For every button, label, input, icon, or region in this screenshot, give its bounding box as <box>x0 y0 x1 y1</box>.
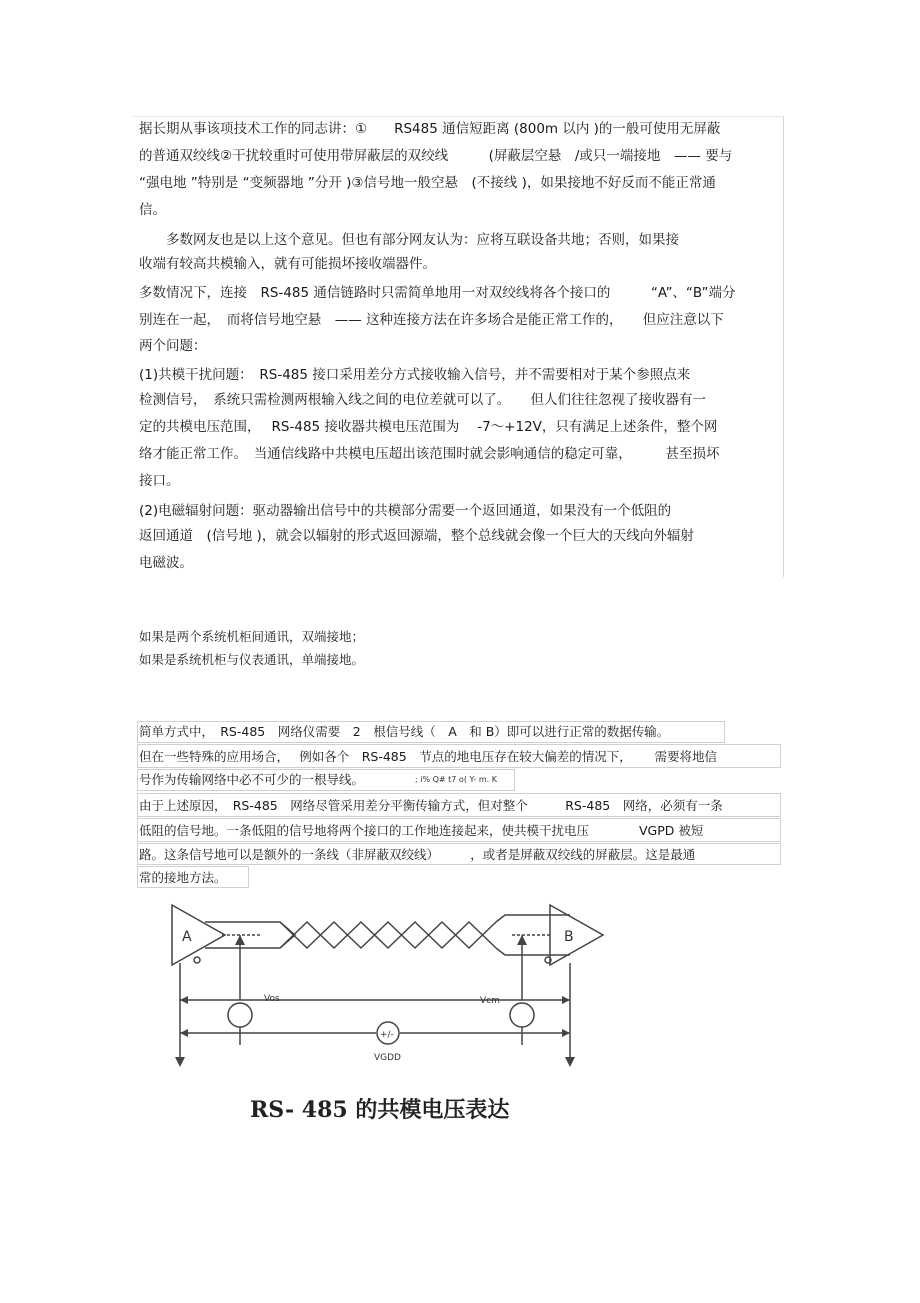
s1-line-16: 电磁波。 <box>139 555 193 571</box>
receiver-input-top <box>496 915 570 922</box>
ref-arrow-right <box>562 996 570 1004</box>
ground-arrow-left <box>175 1057 185 1067</box>
s1-line-1: 的普通双绞线②干扰较重时可使用带屏蔽层的双绞线 (屏蔽层空悬 /或只一端接地 —— 要与 <box>139 148 733 164</box>
s3-line-5: 路。这条信号地可以是额外的一条线（非屏蔽双绞线） ，或者是屏蔽双绞线的屏蔽层。这是最通 <box>139 847 696 862</box>
s1-line-5: 收端有较高共模输入，就有可能损坏接收端器件。 <box>139 256 436 272</box>
s3-line-0: 简单方式中， RS-485 网络仪需要 2 根信号线（ A 和 B）即可以进行正常的数据传输。 <box>139 724 670 739</box>
s1-line-2: “强电地 ”特别是 “变频器地 ”分开 )③信号地一般空悬 (不接线 )，如果接地不好反而不能正常通 <box>139 175 716 191</box>
driver-a-triangle <box>172 905 225 965</box>
s3-line-4: 低阻的信号地。一条低阻的信号地将两个接口的工作地连接起来，使共模干扰电压 VGPD 被短 <box>139 823 704 838</box>
s1-line-13: 接口。 <box>139 473 180 489</box>
vcm-arrow <box>517 935 527 945</box>
s3-line-1: 但在一些特殊的应用场合， 例如各个 RS-485 节点的地电压存在较大偏差的情况下， 需要将地信 <box>139 749 717 764</box>
label-vos: Vos <box>264 994 280 1004</box>
label-vcm: Vcm <box>480 996 500 1006</box>
driver-a-bubble <box>194 957 200 963</box>
twisted-wire-2 <box>280 922 496 948</box>
s1-line-4: 多数网友也是以上这个意见。但也有部分网友认为：应将互联设备共地；否则，如果接 <box>139 232 679 248</box>
label-vgpd: VGDD <box>374 1053 401 1063</box>
s1-line-10: 检测信号， 系统只需检测两根输入线之间的电位差就可以了。 但人们往往忽视了接收器有一 <box>139 392 706 408</box>
vgpd-arrow-right <box>562 1029 570 1037</box>
s3-line-6: 常的接地方法。 <box>139 870 227 885</box>
ground-arrow-right <box>565 1057 575 1067</box>
s1-line-9: (1)共模干扰问题： RS-485 接口采用差分方式接收输入信号，并不需要相对于某个参照点来 <box>139 367 691 383</box>
vos-source <box>228 1003 252 1027</box>
rs485-common-mode-diagram <box>160 895 630 1075</box>
vos-arrow <box>235 935 245 945</box>
label-a: A <box>182 929 192 945</box>
vcm-source <box>510 1003 534 1027</box>
s1-line-8: 两个问题： <box>139 338 207 354</box>
receiver-input-bottom <box>496 948 570 955</box>
label-b: B <box>564 929 574 945</box>
s2-line-0: 如果是两个系统机柜间通讯，双端接地； <box>139 629 365 644</box>
s1-line-14: (2)电磁辐射问题：驱动器输出信号中的共模部分需要一个返回通道，如果没有一个低阻的 <box>139 503 672 519</box>
s1-line-3: 信。 <box>139 202 166 218</box>
ref-arrow-left <box>180 996 188 1004</box>
s1-line-12: 络才能正常工作。 当通信线路中共模电压超出该范围时就会影响通信的稳定可靠， 甚至损坏 <box>139 446 720 462</box>
figure-caption: RS- 485 的共模电压表达 <box>250 1097 510 1123</box>
s1-line-6: 多数情况下，连接 RS-485 通信链路时只需简单地用一对双绞线将各个接口的 “A”、“B”端分 <box>139 285 736 301</box>
s1-line-7: 别连在一起， 而将信号地空悬 —— 这种连接方法在许多场合是能正常工作的， 但应注意以下 <box>139 312 724 328</box>
s1-line-0: 据长期从事该项技术工作的同志讲：① RS485 通信短距离 (800m 以内 )的一般可使用无屏蔽 <box>139 121 721 137</box>
s2-line-1: 如果是系统机柜与仪表通讯，单端接地。 <box>139 652 365 667</box>
s3-line-3: 由于上述原因， RS-485 网络尽管采用差分平衡传输方式，但对整个 RS-485 网络，必须有一条 <box>139 798 723 813</box>
s1-line-11: 定的共模电压范围， RS-485 接收器共模电压范围为 -7～+12V，只有满足上述条件，整个网 <box>139 419 718 435</box>
noise-text: ; i% Q# t7 o( Y- m. K <box>415 775 497 784</box>
s3-line-2: 号作为传输网络中必不可少的一根导线。 <box>139 772 365 787</box>
vgpd-arrow-left <box>180 1029 188 1037</box>
receiver-b-triangle <box>550 905 603 965</box>
s1-line-15: 返回通道 (信号地 )，就会以辐射的形式返回源端，整个总线就会像一个巨大的天线向外辐射 <box>139 528 694 544</box>
label-plusminus: +/- <box>380 1030 394 1040</box>
twisted-wire-1 <box>280 922 496 948</box>
